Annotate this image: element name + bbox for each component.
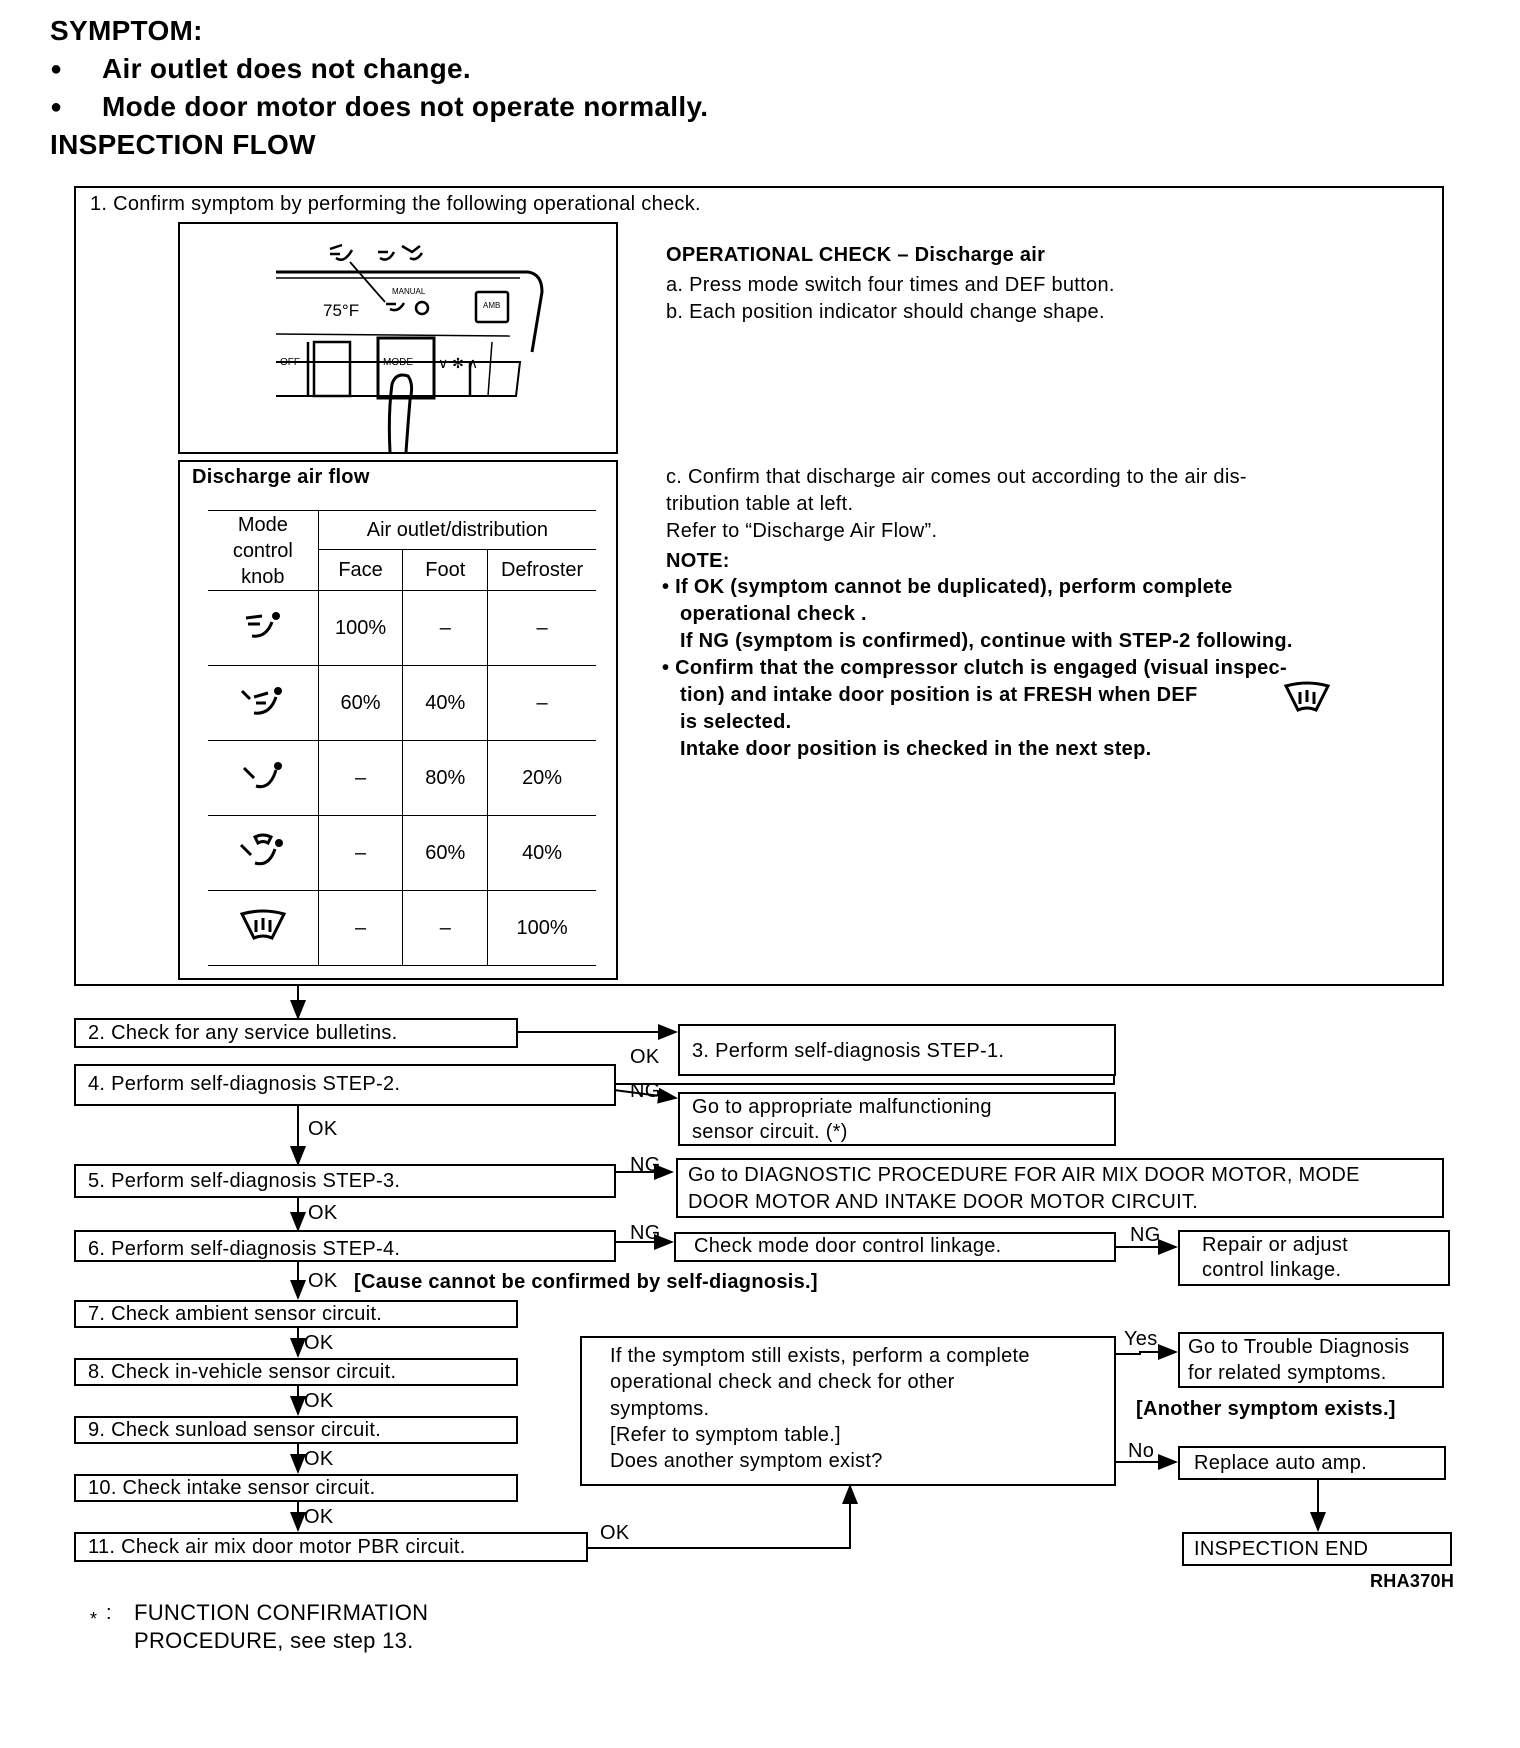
step-11-text: 11. Check air mix door motor PBR circuit. — [88, 1536, 466, 1558]
cell-foot: 40% — [403, 666, 488, 741]
ng-label: NG — [630, 1154, 661, 1176]
cell-face: – — [318, 741, 403, 816]
step-5-text: 5. Perform self-diagnosis STEP-3. — [88, 1170, 401, 1192]
trouble-diagnosis-text-2: for related symptoms. — [1188, 1362, 1387, 1384]
step-4-text: 4. Perform self-diagnosis STEP-2. — [88, 1073, 401, 1095]
panel-mode-button[interactable]: MODE — [383, 357, 413, 368]
step-10-text: 10. Check intake sensor circuit. — [88, 1477, 376, 1499]
op-check-a: a. Press mode switch four times and DEF button. — [666, 274, 1115, 296]
col-mode-line: knob — [241, 565, 285, 588]
symptom-bullet-1: Air outlet does not change. — [102, 53, 472, 84]
note-4: • Confirm that the compressor clutch is engaged (visual inspec- — [662, 657, 1287, 679]
question-text-2: operational check and check for other — [610, 1371, 955, 1393]
footnote-star: * — [90, 1609, 98, 1629]
cell-def: – — [488, 591, 596, 666]
symptom-label: SYMPTOM: — [50, 15, 203, 46]
cell-def: 20% — [488, 741, 596, 816]
ok-label: OK — [630, 1046, 660, 1068]
step-3-text: 3. Perform self-diagnosis STEP-1. — [692, 1040, 1005, 1062]
panel-temp-readout: 75°F — [323, 301, 360, 320]
step-1-text: 1. Confirm symptom by performing the following operational check. — [90, 193, 701, 215]
ng-label: NG — [630, 1222, 661, 1244]
trouble-diagnosis-text-1: Go to Trouble Diagnosis — [1188, 1336, 1410, 1358]
malfunction-text-2: sensor circuit. (*) — [692, 1121, 848, 1143]
note-5: tion) and intake door position is at FRESH when DEF — [680, 684, 1198, 706]
footnote-line-1: FUNCTION CONFIRMATION — [134, 1600, 429, 1625]
diagnostic-text-2: DOOR MOTOR AND INTAKE DOOR MOTOR CIRCUIT. — [688, 1191, 1199, 1213]
discharge-title: Discharge air flow — [192, 466, 370, 488]
replace-amp-text: Replace auto amp. — [1194, 1452, 1367, 1474]
step-7-text: 7. Check ambient sensor circuit. — [88, 1303, 383, 1325]
col-mode-line: Mode — [237, 513, 288, 536]
ng-label: NG — [630, 1080, 661, 1102]
op-check-title: OPERATIONAL CHECK – Discharge air — [666, 244, 1046, 266]
col-mode-line: control — [232, 539, 293, 562]
repair-text-1: Repair or adjust — [1202, 1234, 1348, 1256]
col-def-header: Defroster — [488, 550, 596, 591]
cell-def: 40% — [488, 816, 596, 891]
ok-label: OK — [308, 1270, 338, 1292]
no-label: No — [1128, 1440, 1155, 1462]
footnote-line-2: PROCEDURE, see step 13. — [134, 1628, 414, 1653]
step-9-text: 9. Check sunload sensor circuit. — [88, 1419, 382, 1441]
cell-face: 60% — [318, 666, 403, 741]
another-symptom-note: [Another symptom exists.] — [1136, 1398, 1396, 1420]
yes-label: Yes — [1124, 1328, 1158, 1350]
col-outlet-header: Air outlet/distribution — [318, 511, 596, 550]
op-check-b: b. Each position indicator should change shape. — [666, 301, 1105, 323]
malfunction-text-1: Go to appropriate malfunctioning — [692, 1096, 992, 1118]
ok-label: OK — [304, 1506, 334, 1528]
cell-face: – — [318, 891, 403, 966]
ok-label: OK — [304, 1390, 334, 1412]
note-6: is selected. — [680, 711, 792, 733]
ok-label: OK — [304, 1448, 334, 1470]
question-text-4: [Refer to symptom table.] — [610, 1424, 841, 1446]
col-foot-header: Foot — [403, 550, 488, 591]
question-text-3: symptoms. — [610, 1398, 710, 1420]
panel-amb-button[interactable]: AMB — [483, 301, 501, 310]
step-8-text: 8. Check in-vehicle sensor circuit. — [88, 1361, 397, 1383]
cause-note: [Cause cannot be confirmed by self-diagnosis.] — [354, 1271, 818, 1293]
note-7: Intake door position is checked in the next step. — [680, 738, 1152, 760]
cell-def: 100% — [488, 891, 596, 966]
note-label: NOTE: — [666, 550, 730, 572]
ok-label: OK — [304, 1332, 334, 1354]
panel-off-button[interactable]: OFF — [280, 357, 300, 368]
confirm-c1: c. Confirm that discharge air comes out according to the air dis- — [666, 466, 1247, 488]
bullet-dot: ● — [50, 96, 63, 118]
inspection-end-text: INSPECTION END — [1194, 1538, 1369, 1560]
step-6-text: 6. Perform self-diagnosis STEP-4. — [88, 1238, 401, 1260]
note-2: operational check . — [680, 603, 867, 625]
question-text-5: Does another symptom exist? — [610, 1450, 883, 1472]
confirm-c3: Refer to “Discharge Air Flow”. — [666, 520, 938, 542]
inspection-flow-title: INSPECTION FLOW — [50, 129, 316, 160]
cell-face: 100% — [318, 591, 403, 666]
panel-fan-control[interactable]: ∨ ✻ ∧ — [438, 355, 479, 371]
note-3: If NG (symptom is confirmed), continue with STEP-2 following. — [680, 630, 1293, 652]
step-2-text: 2. Check for any service bulletins. — [88, 1022, 398, 1044]
diagnostic-text-1: Go to DIAGNOSTIC PROCEDURE FOR AIR MIX DOOR MOTOR, MODE — [688, 1164, 1360, 1186]
footnote-colon: : — [106, 1602, 112, 1624]
cell-foot: 60% — [403, 816, 488, 891]
ok-label: OK — [308, 1118, 338, 1140]
panel-manual-label: MANUAL — [392, 287, 426, 296]
question-text-1: If the symptom still exists, perform a complete — [610, 1345, 1030, 1367]
col-face-header: Face — [318, 550, 403, 591]
reference-code: RHA370H — [1370, 1571, 1455, 1591]
cell-face: – — [318, 816, 403, 891]
cell-foot: – — [403, 591, 488, 666]
linkage-check-text: Check mode door control linkage. — [694, 1235, 1002, 1257]
cell-foot: 80% — [403, 741, 488, 816]
ok-label: OK — [600, 1522, 630, 1544]
repair-text-2: control linkage. — [1202, 1259, 1342, 1281]
symptom-bullet-2: Mode door motor does not operate normally. — [102, 91, 709, 122]
ok-label: OK — [308, 1202, 338, 1224]
cell-def: – — [488, 666, 596, 741]
confirm-c2: tribution table at left. — [666, 493, 854, 515]
cell-foot: – — [403, 891, 488, 966]
bullet-dot: ● — [50, 58, 63, 80]
ng-label: NG — [1130, 1224, 1161, 1246]
note-1: • If OK (symptom cannot be duplicated), perform complete — [662, 576, 1233, 598]
